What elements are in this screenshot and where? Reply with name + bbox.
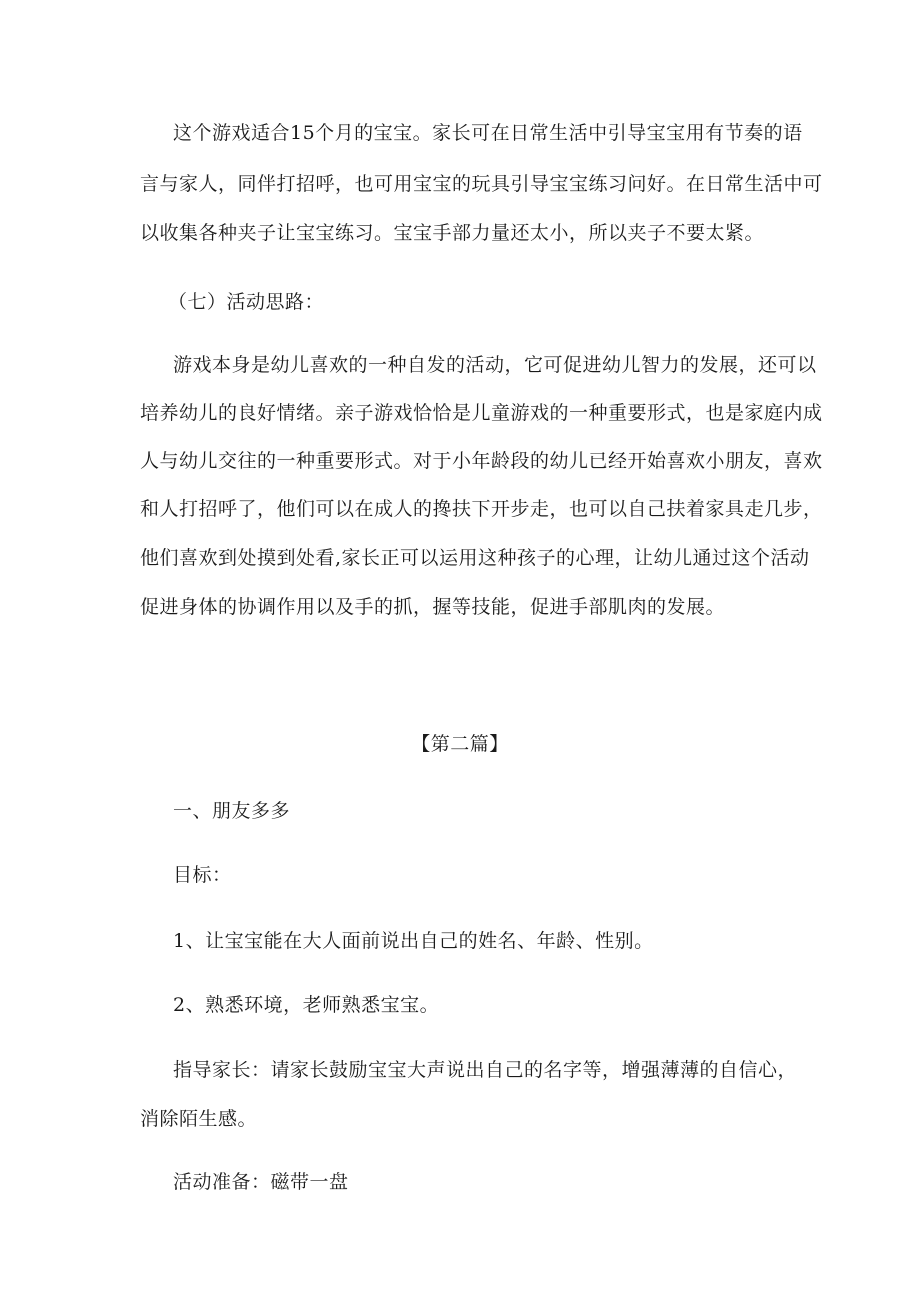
para2-line-1: 游戏本身是幼儿喜欢的一种自发的活动，它可促进幼儿智力的发展，还可以 [173, 354, 817, 376]
para1-line-3: 以收集各种夹子让宝宝练习。宝宝手部力量还太小，所以夹子不要太紧。 [140, 222, 765, 244]
para1-line-2: 言与家人，同伴打招呼，也可用宝宝的玩具引导宝宝练习问好。在日常生活中可 [140, 173, 823, 195]
para2-line-2: 培养幼儿的良好情绪。亲子游戏恰恰是儿童游戏的一种重要形式，也是家庭内成 [140, 402, 823, 424]
para2-line-4: 和人打招呼了，他们可以在成人的搀扶下开步走，也可以自己扶着家具走几步， [140, 498, 823, 520]
guide-line-1: 指导家长：请家长鼓励宝宝大声说出自己的名字等，增强薄薄的自信心， [173, 1059, 798, 1081]
para2-line-6: 促进身体的协调作用以及手的抓，握等技能，促进手部肌肉的发展。 [140, 596, 726, 618]
item-1-title: 一、朋友多多 [173, 800, 291, 822]
para2-line-3: 人与幼儿交往的一种重要形式。对于小年龄段的幼儿已经开始喜欢小朋友，喜欢 [140, 450, 823, 472]
para1-line-1: 这个游戏适合15个月的宝宝。家长可在日常生活中引导宝宝用有节奏的语 [173, 122, 803, 144]
section-heading-7: （七）活动思路： [168, 291, 325, 313]
activity-prep: 活动准备：磁带一盘 [173, 1171, 349, 1193]
goal-label: 目标： [173, 864, 232, 886]
guide-line-2: 消除陌生感。 [140, 1108, 258, 1130]
section-title: 【第二篇】 [411, 733, 509, 755]
goal-item-2: 2、熟悉环境，老师熟悉宝宝。 [173, 994, 440, 1016]
goal-item-1: 1、让宝宝能在大人面前说出自己的姓名、年龄、性别。 [173, 930, 654, 952]
para2-line-5: 他们喜欢到处摸到处看,家长正可以运用这种孩子的心理，让幼儿通过这个活动 [140, 547, 810, 569]
